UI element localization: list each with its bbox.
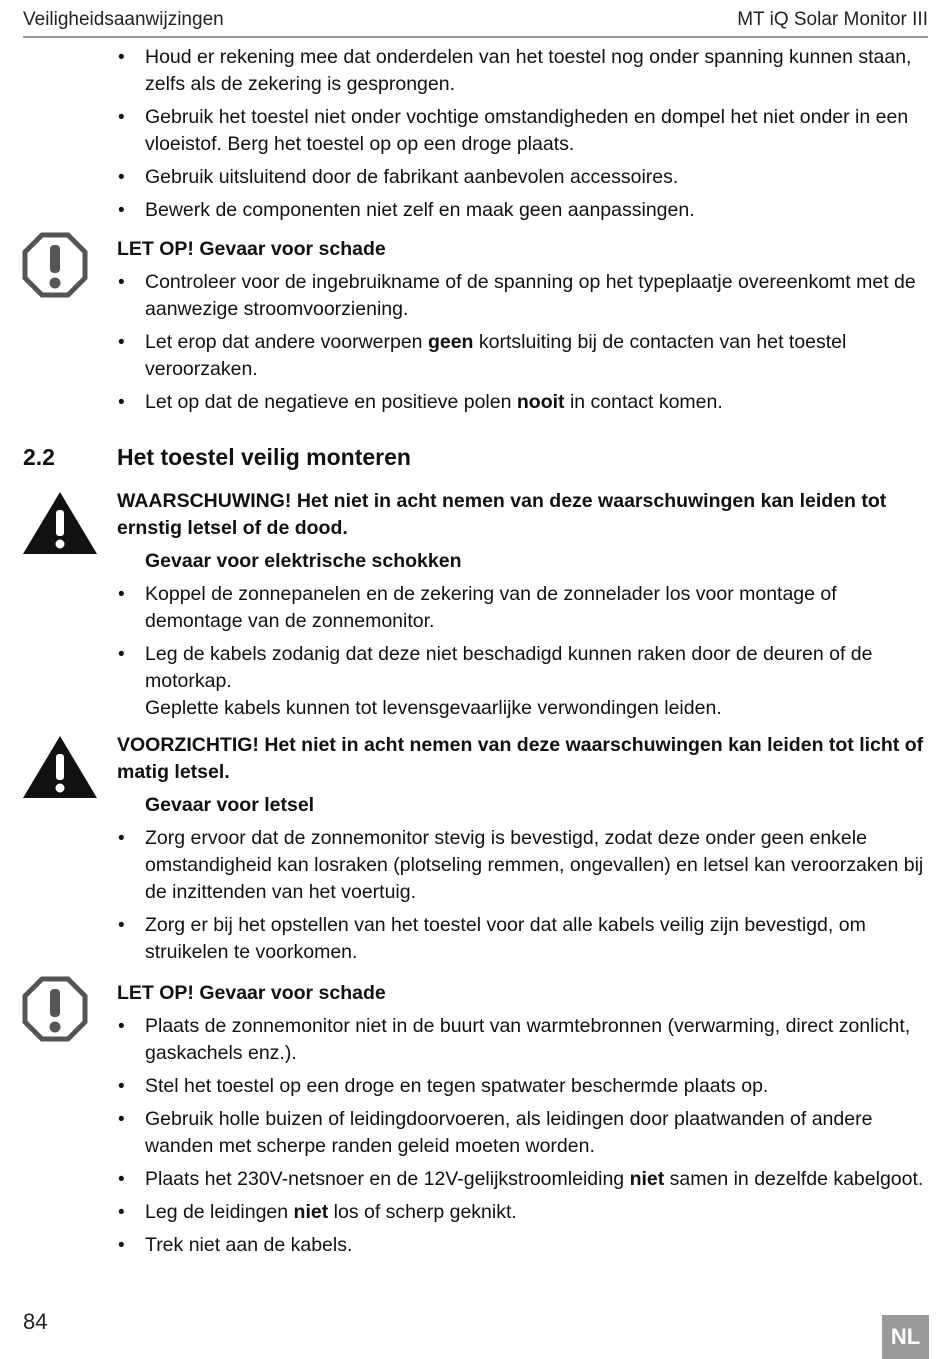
warning-triangle-icon <box>22 490 98 556</box>
caution-block <box>0 732 950 966</box>
list-item: • Zorg ervoor dat de zonnemonitor stevig is bevestigd, zodat deze onder geen enkele omstandigheid kan losraken (plotseling remmen, ongevallen) en letsel kan veroorzaken bij de inzittenden van het voertuig. <box>0 825 950 906</box>
notice-title: LET OP! Gevaar voor schade <box>117 982 386 1004</box>
section-number: 2.2 <box>23 443 55 470</box>
header-product-name: MT iQ Solar Monitor III <box>737 9 928 30</box>
page-number: 84 <box>23 1309 48 1334</box>
header-section-title: Veiligheidsaanwijzingen <box>23 9 224 30</box>
caution-bullet-list <box>0 825 950 966</box>
language-badge: NL <box>882 1315 929 1359</box>
warning-title: WAARSCHUWING! Het niet in acht nemen van deze waarschuwingen kan leiden tot ernstig letsel of de dood. <box>117 490 887 539</box>
section-heading <box>0 442 950 472</box>
list-item: • Trek niet aan de kabels. <box>0 1232 950 1259</box>
notice-damage-2 <box>0 980 950 1259</box>
page-content <box>0 44 950 1265</box>
notice-bullet-list <box>0 269 950 416</box>
list-item: • Let erop dat andere voorwerpen geen kortsluiting bij de contacten van het toestel veroorzaken. <box>0 329 950 383</box>
list-item: • Koppel de zonnepanelen en de zekering van de zonnelader los voor montage of demontage van de zonnemonitor. <box>0 581 950 635</box>
warning-block <box>0 488 950 722</box>
notice-bullet-list <box>0 1013 950 1259</box>
warning-bullet-list <box>0 581 950 722</box>
list-item: • Plaats het 230V-netsnoer en de 12V-gelijkstroomleiding niet samen in dezelfde kabelgoot. <box>0 1166 950 1193</box>
warning-subtitle: Gevaar voor elektrische schokken <box>145 550 462 572</box>
list-item: • Plaats de zonnemonitor niet in de buurt van warmtebronnen (verwarming, direct zonlicht, gaskachels enz.). <box>0 1013 950 1067</box>
list-item: • Leg de leidingen niet los of scherp geknikt. <box>0 1199 950 1226</box>
intro-bullet-list <box>0 44 950 224</box>
list-item: • Houd er rekening mee dat onderdelen van het toestel nog onder spanning kunnen staan, zelfs als de zekering is gesprongen. <box>0 44 950 98</box>
list-item: • Stel het toestel op een droge en tegen spatwater beschermde plaats op. <box>0 1073 950 1100</box>
caution-title: VOORZICHTIG! Het niet in acht nemen van deze waarschuwingen kan leiden tot licht of matig letsel. <box>117 734 924 783</box>
notice-damage-1 <box>0 236 950 416</box>
list-item: • Controleer voor de ingebruikname of de spanning op het typeplaatje overeenkomt met de aanwezige stroomvoorziening. <box>0 269 950 323</box>
list-item: • Bewerk de componenten niet zelf en maak geen aanpassingen. <box>0 197 950 224</box>
caution-subtitle: Gevaar voor letsel <box>145 794 315 816</box>
list-item: • Gebruik holle buizen of leidingdoorvoeren, als leidingen door plaatwanden of andere wanden met scherpe randen geleid moeten worden. <box>0 1106 950 1160</box>
warning-triangle-icon <box>22 734 98 800</box>
list-item: • Gebruik het toestel niet onder vochtige omstandigheden en dompel het niet onder in een vloeistof. Berg het toestel op op een droge plaats. <box>0 104 950 158</box>
section-title: Het toestel veilig monteren <box>117 443 411 470</box>
notice-title: LET OP! Gevaar voor schade <box>117 238 386 260</box>
list-item: • Let op dat de negatieve en positieve polen nooit in contact komen. <box>0 389 950 416</box>
page-header <box>23 6 928 38</box>
list-item: • Zorg er bij het opstellen van het toestel voor dat alle kabels veilig zijn bevestigd, om struikelen te voorkomen. <box>0 912 950 966</box>
list-item: • Gebruik uitsluitend door de fabrikant aanbevolen accessoires. <box>0 164 950 191</box>
list-item: • Leg de kabels zodanig dat deze niet beschadigd kunnen raken door de deuren of de motorkap. Geplette kabels kunnen tot levensgevaarlijke verwondingen leiden. <box>0 641 950 722</box>
